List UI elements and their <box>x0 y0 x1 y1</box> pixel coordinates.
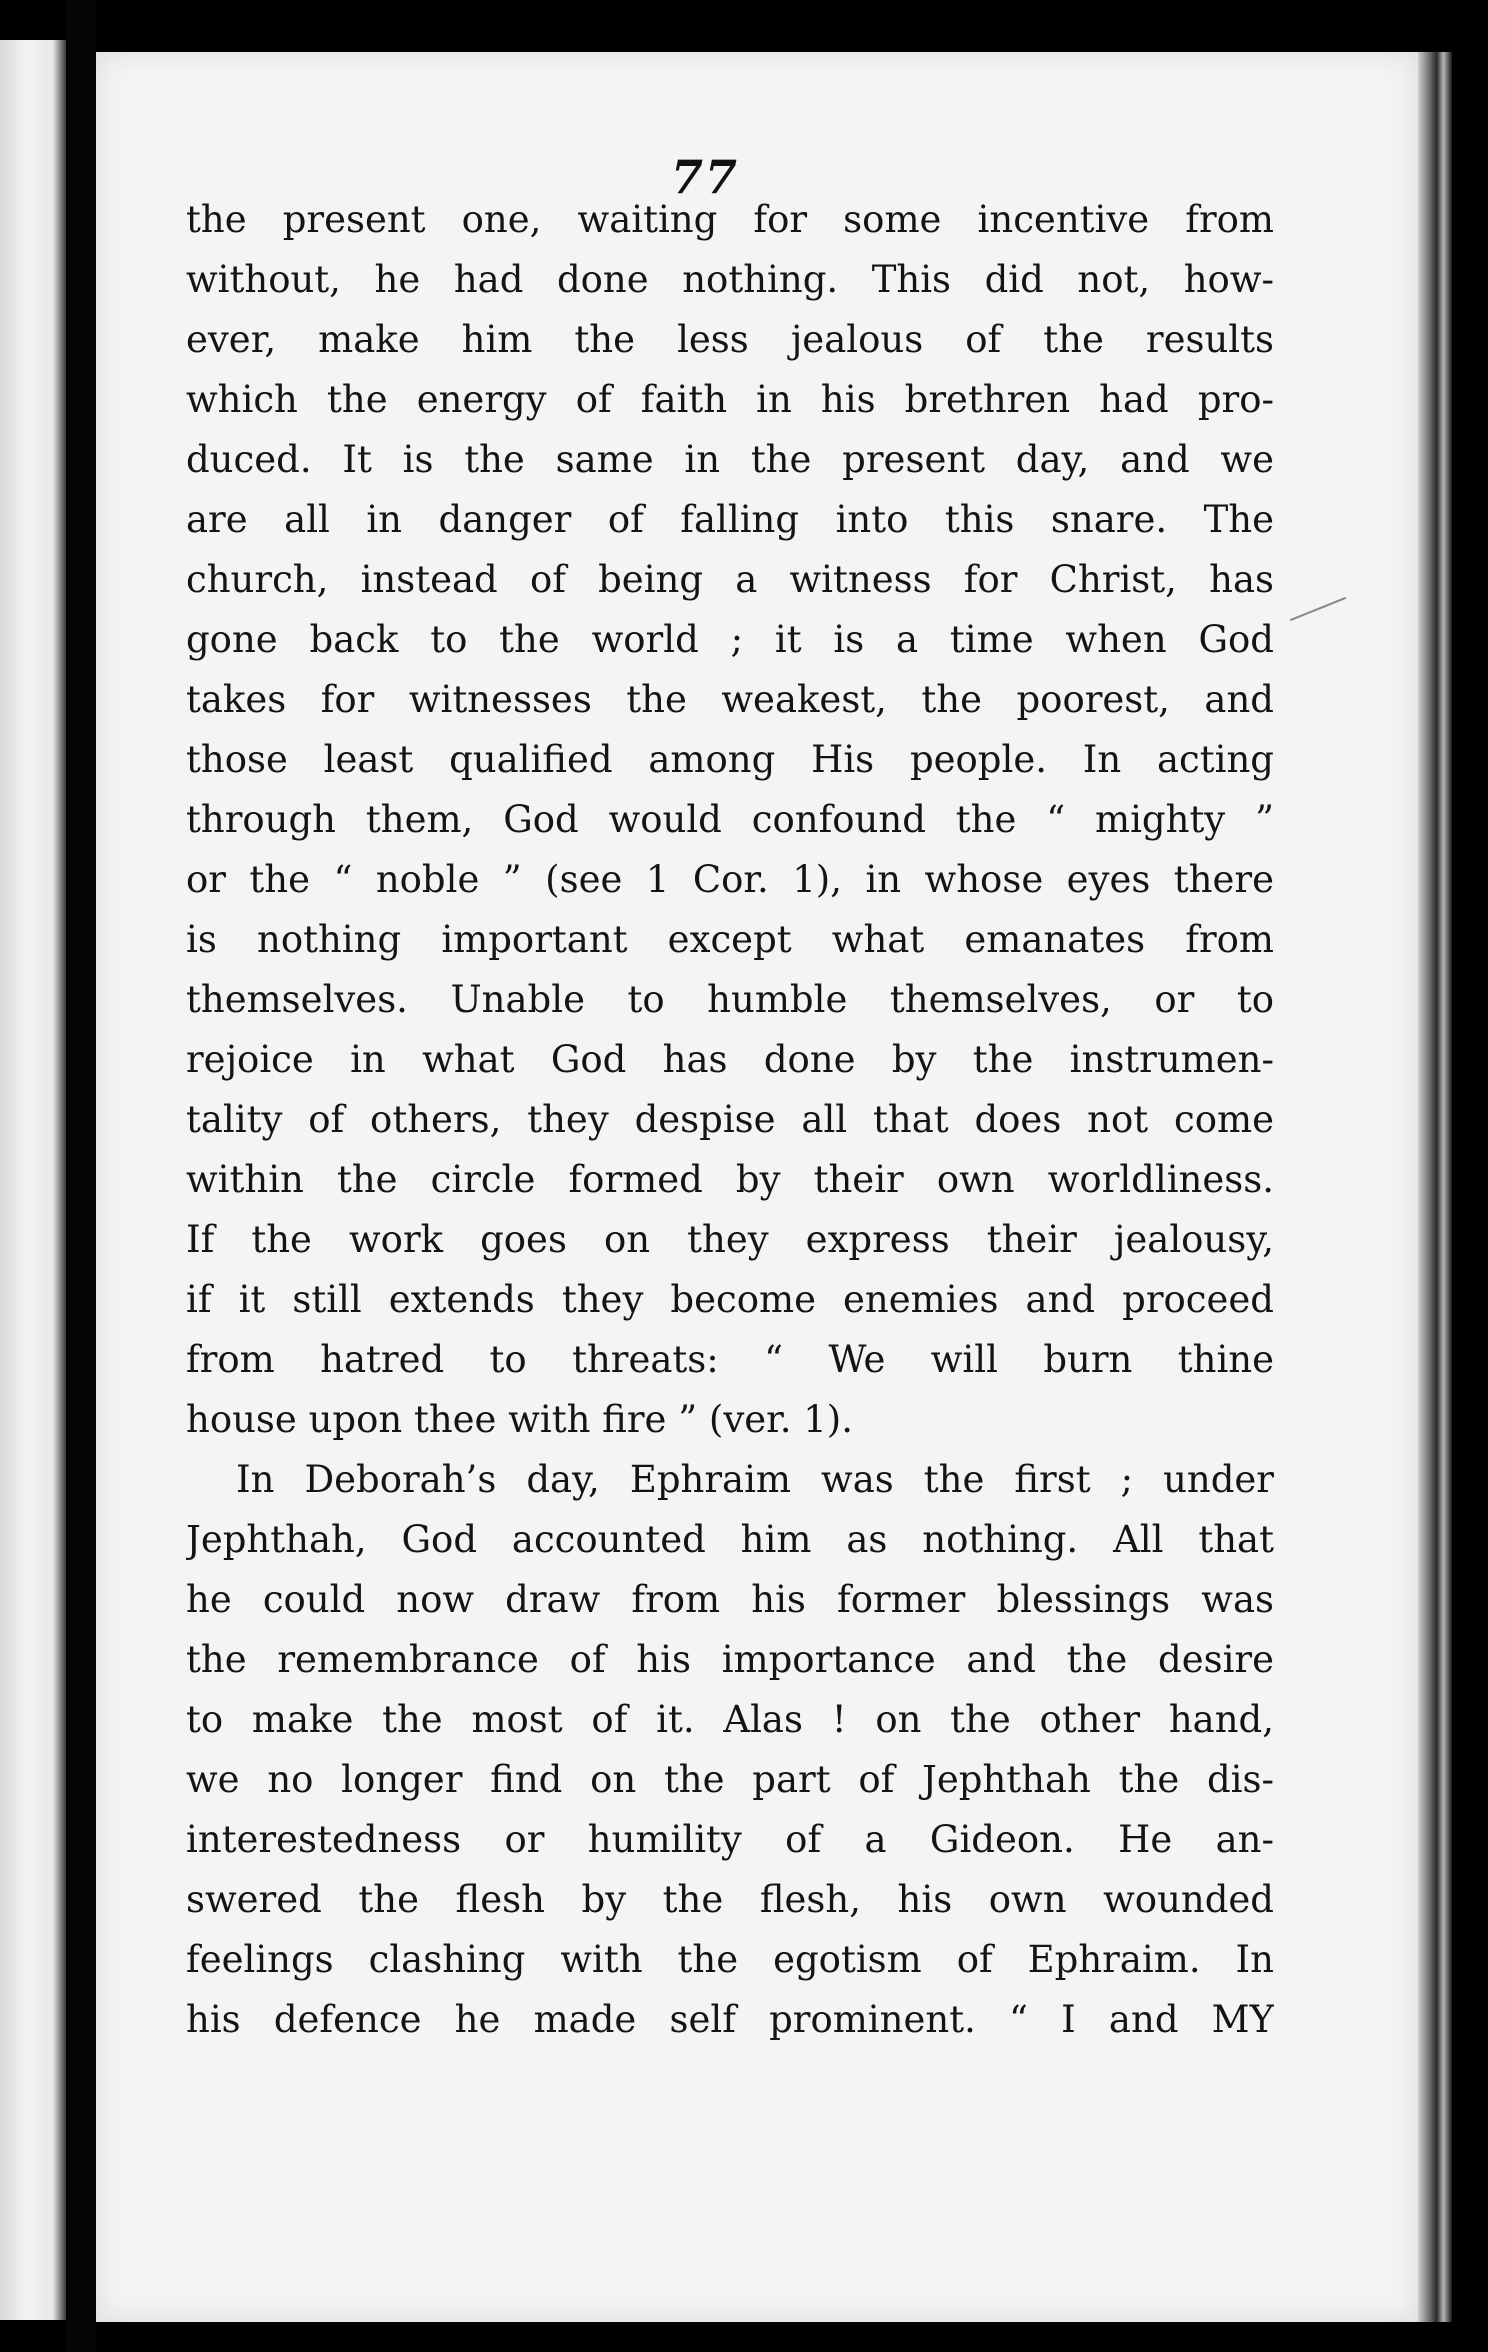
body-text <box>186 190 1274 2050</box>
text-line: themselves. Unable to humble themselves, or to <box>186 978 1274 1021</box>
text-line: those least qualified among His people. In acting <box>186 738 1274 781</box>
text-line: takes for witnesses the weakest, the poorest, and <box>186 678 1274 721</box>
text-line: rejoice in what God has done by the instrumen- <box>186 1038 1274 1081</box>
text-line: without, he had done nothing. This did not, how- <box>186 258 1274 301</box>
text-line: he could now draw from his former blessings was <box>186 1578 1274 1621</box>
text-line: or the “ noble ” (see 1 Cor. 1), in whose eyes there <box>186 858 1274 901</box>
text-line: gone back to the world ; it is a time when God <box>186 618 1274 661</box>
text-line: Jephthah, God accounted him as nothing. All that <box>186 1518 1274 1561</box>
text-line: If the work goes on they express their jealousy, <box>186 1218 1274 1261</box>
text-line: through them, God would confound the “ mighty ” <box>186 798 1274 841</box>
text-line: interestedness or humility of a Gideon. He an- <box>186 1818 1274 1861</box>
text-line: swered the flesh by the flesh, his own wounded <box>186 1878 1274 1921</box>
text-line: feelings clashing with the egotism of Ephraim. In <box>186 1938 1274 1981</box>
text-line: within the circle formed by their own worldliness. <box>186 1158 1274 1201</box>
page-right-edge <box>1418 52 1452 2322</box>
text-line: to make the most of it. Alas ! on the other hand, <box>186 1698 1274 1741</box>
text-line: from hatred to threats: “ We will burn thine <box>186 1338 1274 1381</box>
text-line: are all in danger of falling into this snare. The <box>186 498 1274 541</box>
previous-page-edge <box>0 40 66 2320</box>
text-line: In Deborah’s day, Ephraim was the first ; under <box>236 1458 1274 1501</box>
text-line: the present one, waiting for some incentive from <box>186 198 1274 241</box>
text-line: we no longer find on the part of Jephthah the dis- <box>186 1758 1274 1801</box>
text-line: if it still extends they become enemies and proceed <box>186 1278 1274 1321</box>
text-line: which the energy of faith in his brethren had pro- <box>186 378 1274 421</box>
text-line: house upon thee with fire ” (ver. 1). <box>186 1398 853 1441</box>
book-gutter <box>66 0 96 2352</box>
text-line: ever, make him the less jealous of the results <box>186 318 1274 361</box>
text-line: duced. It is the same in the present day, and we <box>186 438 1274 481</box>
page-number: 77 <box>670 150 739 204</box>
text-line: is nothing important except what emanates from <box>186 918 1274 961</box>
text-line: the remembrance of his importance and the desire <box>186 1638 1274 1681</box>
text-line: his defence he made self prominent. “ I and MY <box>186 1998 1274 2041</box>
text-line: church, instead of being a witness for Christ, has <box>186 558 1274 601</box>
text-line: tality of others, they despise all that does not come <box>186 1098 1274 1141</box>
